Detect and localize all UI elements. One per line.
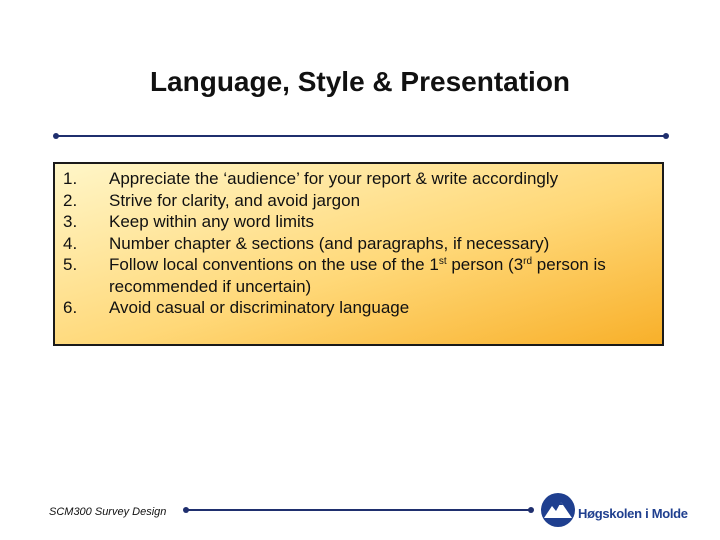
institution-name: Høgskolen i Molde xyxy=(578,506,688,521)
list-text: Strive for clarity, and avoid jargon xyxy=(109,190,361,210)
list-number: 1. xyxy=(63,169,78,188)
list-item xyxy=(63,190,654,212)
mountain-circle-logo-icon xyxy=(540,492,576,528)
list-number: 6. xyxy=(63,298,78,317)
numbered-list xyxy=(63,168,654,319)
list-text: Avoid casual or discriminatory language xyxy=(109,298,410,317)
list-number: 3. xyxy=(63,212,78,231)
list-item xyxy=(63,168,654,190)
ordinal-suffix: rd xyxy=(523,256,533,267)
slide-title: Language, Style & Presentation xyxy=(149,66,571,97)
list-number: 5. xyxy=(63,255,78,274)
list-item xyxy=(63,211,654,233)
divider-dot-right xyxy=(663,133,669,139)
list-text-part: person (3 xyxy=(446,255,524,274)
list-text: Appreciate the ‘audience’ for your report & write accordingly xyxy=(109,169,559,188)
list-item xyxy=(63,233,654,255)
list-number: 4. xyxy=(63,233,78,253)
list-text: Keep within any word limits xyxy=(109,212,315,231)
list-number: 2. xyxy=(63,190,78,210)
footer-divider xyxy=(186,509,530,511)
list-text: Number chapter & sections (and paragraphs, if necessary) xyxy=(109,233,550,253)
footer-dot-right xyxy=(528,507,534,513)
content-box xyxy=(53,162,664,346)
ordinal-suffix: st xyxy=(438,256,447,267)
list-text-part: person is recommended if uncertain) xyxy=(109,255,606,296)
list-text xyxy=(109,254,654,297)
list-text-part: Follow local conventions on the use of the 1 xyxy=(109,255,439,274)
list-item xyxy=(63,297,654,319)
title-divider xyxy=(56,135,666,137)
course-name: SCM300 Survey Design xyxy=(49,506,167,518)
list-item xyxy=(63,254,654,297)
divider-dot-left xyxy=(53,133,59,139)
